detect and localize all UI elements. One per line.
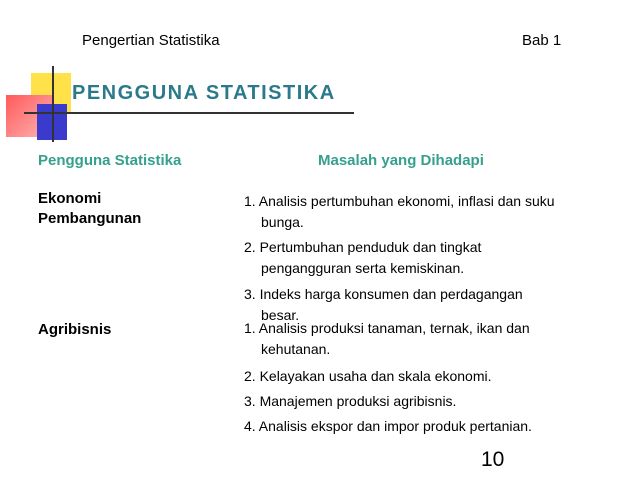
issue-item: 2. Kelayakan usaha dan skala ekonomi.	[244, 368, 492, 384]
user-term-line: Ekonomi	[38, 190, 102, 207]
user-term-agribusiness	[38, 320, 111, 340]
user-term-line: Agribisnis	[38, 321, 112, 338]
issue-item: 3. Indeks harga konsumen dan perdagangan besar.	[244, 286, 523, 323]
decor-vertical-line	[52, 66, 54, 142]
issue-item: 4. Analisis ekspor dan impor produk pertanian.	[244, 418, 532, 434]
page-number: 10	[481, 448, 505, 471]
issue-item: 2. Pertumbuhan penduduk dan tingkat pengangguran serta kemiskinan.	[244, 239, 482, 276]
issue-item: 1. Analisis produksi tanaman, ternak, ikan dan kehutanan.	[244, 320, 530, 357]
decor-horizontal-line	[24, 112, 354, 114]
slide-header-title: Pengertian Statistika	[82, 32, 220, 49]
slide-title: PENGGUNA STATISTIKA	[72, 82, 336, 104]
issue-item: 3. Manajemen produksi agribisnis.	[244, 393, 457, 409]
column-header-issues: Masalah yang Dihadapi	[318, 152, 484, 169]
user-term-economics	[38, 189, 141, 229]
column-header-users: Pengguna Statistika	[38, 152, 182, 169]
issue-item: 1. Analisis pertumbuhan ekonomi, inflasi dan suku bunga.	[244, 193, 555, 230]
user-term-line: Pembangunan	[38, 210, 142, 227]
slide-header-chapter: Bab 1	[522, 32, 562, 49]
